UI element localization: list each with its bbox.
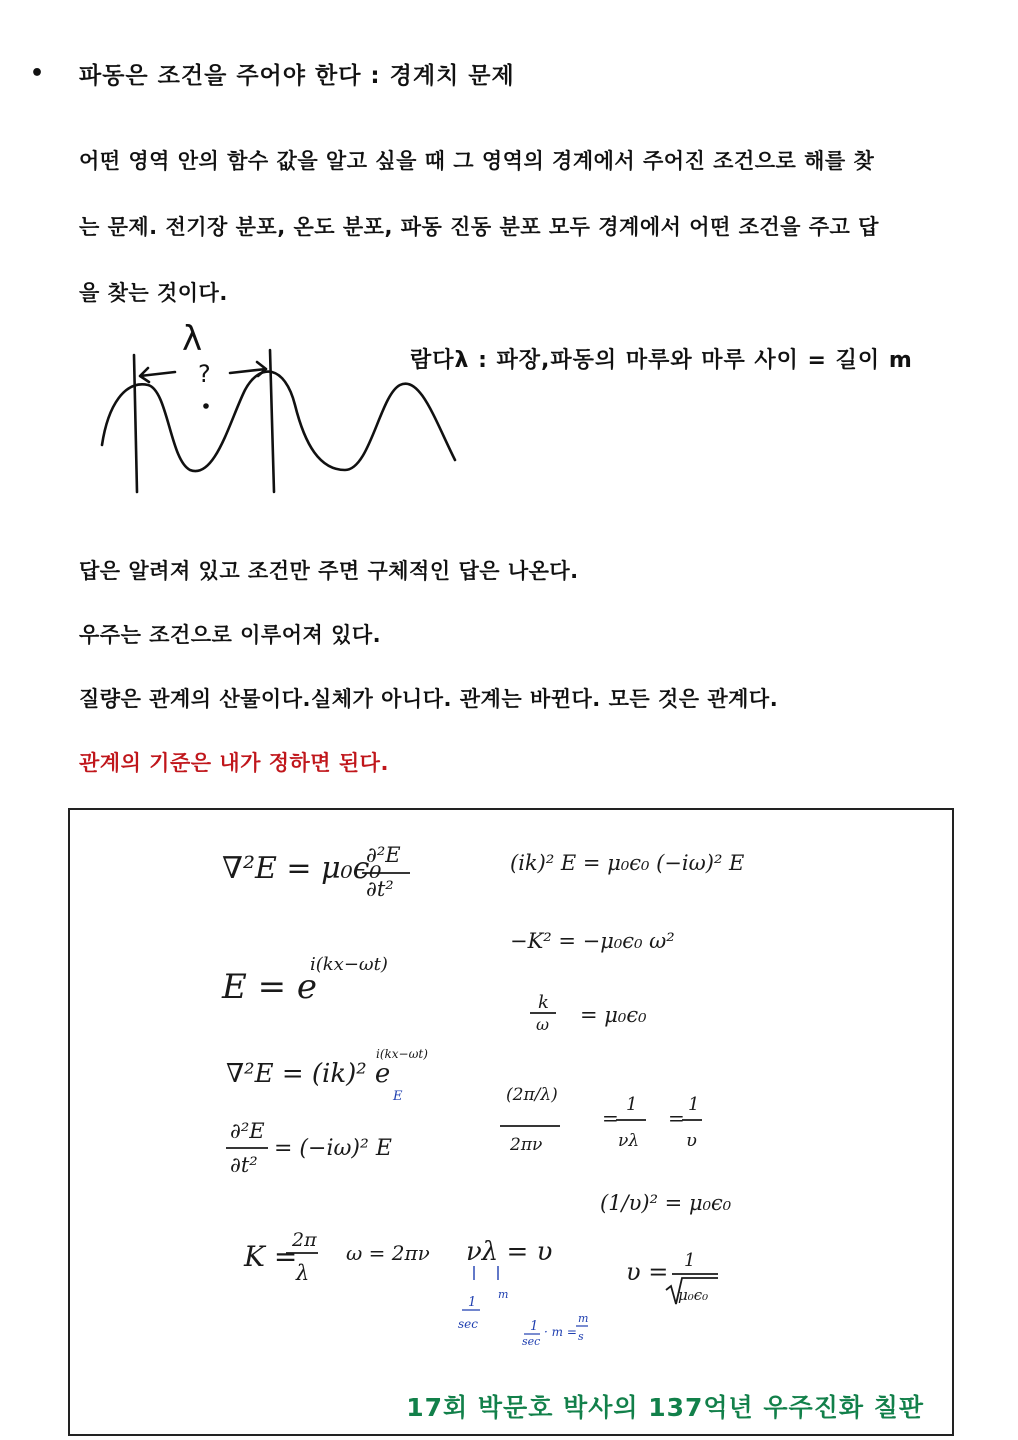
highlight-statement: 관계의 기준은 내가 정하면 된다. [79,751,389,775]
question-mark: ? [198,360,211,388]
boundary-line-left [134,355,137,492]
section-heading: 파동은 조건을 주어야 한다 : 경계치 문제 [79,63,515,89]
svg-text:=: = [602,1106,619,1130]
eq5-k-numerator: 2π [292,1229,317,1251]
unit-product-numerator: m [578,1312,589,1325]
bullet-dot: • [30,61,45,86]
statement-3: 질량은 관계의 산물이다.실체가 아니다. 관계는 바뀐다. 모든 것은 관계다. [79,687,779,711]
wave-sketch [90,310,470,500]
right-eq-4-rhs-numerator: 1 [688,1094,700,1115]
right-eq-3-rhs: = μ₀ϵ₀ [580,1003,647,1027]
unit-product-sec-denominator: sec [522,1335,541,1348]
right-eq-6-numerator: 1 [684,1250,696,1271]
intro-line-2: 는 문제. 전기장 분포, 온도 분포, 파동 진동 분포 모두 경계에서 어떤 조건을 주고 답 [79,215,879,239]
eq4-denominator: ∂t² [230,1153,258,1177]
eq5-k: K = [244,1240,298,1273]
right-eq-4-rhs-denominator: υ [686,1130,697,1151]
unit-sec-numerator: 1 [468,1295,477,1310]
svg-text:=: = [668,1106,685,1130]
eq5-omega: ω = 2πν [346,1241,430,1265]
statement-2: 우주는 조건으로 이루어져 있다. [79,623,382,647]
arrow-left [140,368,175,382]
right-eq-1: (ik)² E = μ₀ϵ₀ (−iω)² E [510,851,745,875]
eq5-v: νλ = υ [466,1237,553,1267]
right-eq-3-numerator: k [538,992,549,1013]
right-eq-6-lhs: υ = [626,1258,669,1286]
unit-m: m [498,1288,509,1301]
eq1-lhs: ∇²E = μ₀ϵ₀ [222,851,382,886]
eq3-main: ∇²E = (ik)² e [226,1059,391,1089]
unit-product: · m = [544,1325,577,1339]
arrow-right [230,362,266,376]
eq4-numerator: ∂²E [230,1119,265,1143]
eq5-k-denominator: λ [296,1261,310,1285]
unit-sec-denominator: sec [458,1317,478,1331]
unit-product-sec-numerator: 1 [530,1319,539,1334]
right-eq-6-denominator: μ₀ϵ₀ [678,1286,709,1304]
board-caption: 17회 박문호 박사의 137억년 우주진화 칠판 [406,1393,924,1422]
statement-1: 답은 알려져 있고 조건만 주면 구체적인 답은 나온다. [79,559,579,583]
eq3-exponent: i(kx−ωt) [376,1047,428,1061]
whiteboard-box [68,808,954,1436]
right-eq-3-denominator: ω [536,1015,550,1034]
intro-line-1: 어떤 영역 안의 함수 값을 알고 싶을 때 그 영역의 경계에서 주어진 조건으로 해를 찾 [79,149,875,173]
eq2-main: E = e [222,967,318,1007]
dot-mark [203,403,209,409]
right-eq-4-mid-denominator: νλ [618,1131,640,1151]
eq3-note: E [393,1089,403,1104]
eq2-exponent: i(kx−ωt) [310,954,388,975]
unit-product-denominator: s [578,1330,584,1343]
intro-line-3: 을 찾는 것이다. [79,281,228,305]
eq1-numerator: ∂²E [366,843,401,867]
eq4-rhs: = (−iω)² E [274,1136,392,1161]
whiteboard-equations [70,810,952,1434]
right-eq-4-denominator: 2πν [510,1135,543,1155]
right-eq-4-numerator: (2π/λ) [506,1085,558,1105]
right-eq-2: −K² = −μ₀ϵ₀ ω² [510,929,675,953]
lambda-symbol: λ [182,319,203,359]
right-eq-5: (1/υ)² = μ₀ϵ₀ [600,1191,732,1215]
eq1-denominator: ∂t² [366,877,394,901]
lambda-definition: 람다λ : 파장,파동의 마루와 마루 사이 = 길이 m [410,348,913,373]
right-eq-4-mid-numerator: 1 [626,1094,638,1115]
wave-curve [102,372,455,472]
